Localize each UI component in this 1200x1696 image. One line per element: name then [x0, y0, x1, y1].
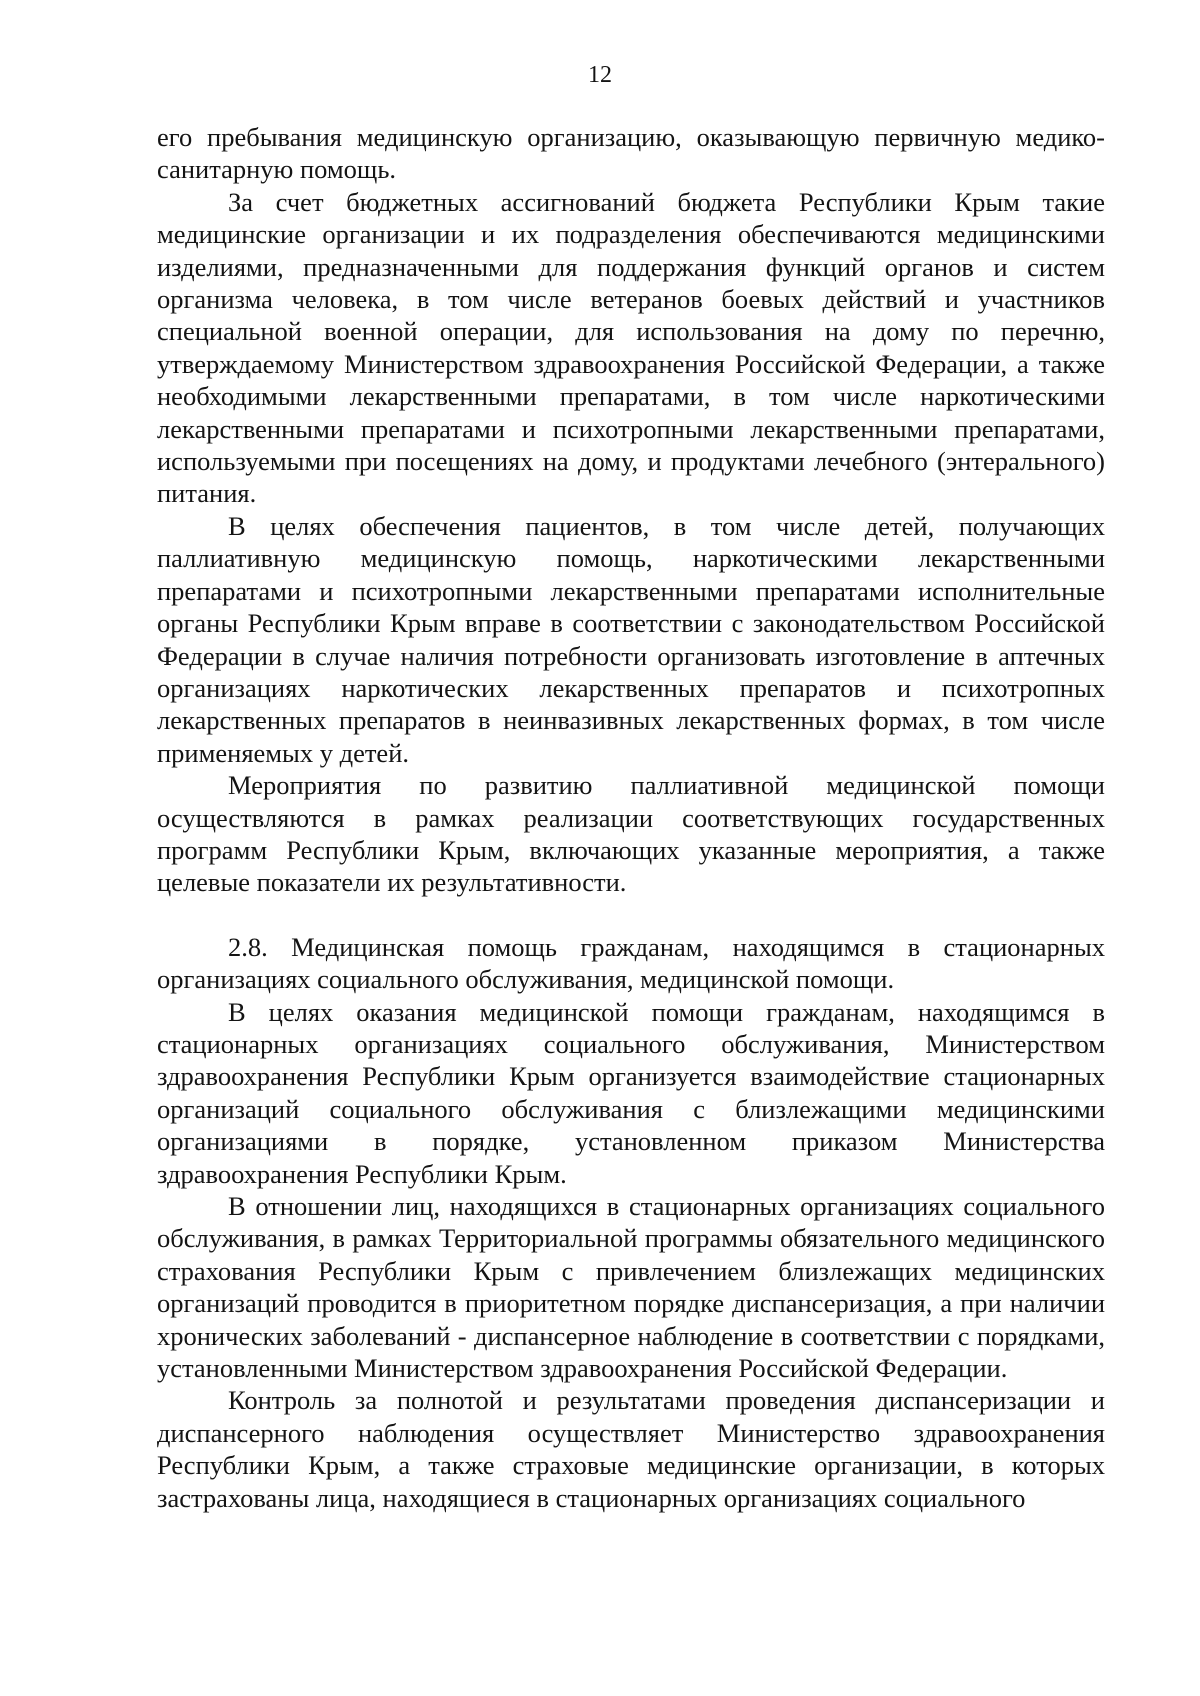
- paragraph-social-service-cooperation: В целях оказания медицинской помощи гражданам, находящимся в стационарных организациях социального обслуживания, Министерством здравоохранения Республики Крым организуется взаимодействие стационарных организаций социального обслуживания с близлежащими медицинскими организациями в порядке, установленном приказом Министерства здравоохранения Республики Крым.: [157, 996, 1105, 1189]
- paragraph-budget-funding: За счет бюджетных ассигнований бюджета Республики Крым такие медицинские организации и их подразделения обеспечиваются медицинскими изделиями, предназначенными для поддержания функций органов и систем организма человека, в том числе ветеранов боевых действий и участников специальной военной операции, для использования на дому по перечню, утверждаемому Министерством здравоохранения Российской Федерации, а также необходимыми лекарственными препаратами, в том числе наркотическими лекарственными препаратами и психотропными лекарственными препаратами, используемыми при посещениях на дому, и продуктами лечебного (энтерального) питания.: [157, 186, 1105, 509]
- paragraph-narcotic-drugs: В целях обеспечения пациентов, в том числе детей, получающих паллиативную медицинскую помощь, наркотическими лекарственными препаратами и психотропными лекарственными препаратами исполнительные органы Республики Крым вправе в соответствии с законодательством Российской Федерации в случае наличия потребности организовать изготовление в аптечных организациях наркотических лекарственных препаратов и психотропных лекарственных препаратов в неинвазивных лекарственных формах, в том числе применяемых у детей.: [157, 510, 1105, 768]
- section-gap: [157, 899, 1105, 931]
- paragraph-palliative-measures: Мероприятия по развитию паллиативной медицинской помощи осуществляются в рамках реализации соответствующих государственных программ Республики Крым, включающих указанные мероприятия, а также целевые показатели их результативности.: [157, 770, 1105, 898]
- page-number: 12: [588, 62, 612, 88]
- paragraph-control: Контроль за полнотой и результатами проведения диспансеризации и диспансерного наблюдения осуществляет Министерство здравоохранения Республики Крым, а также страховые медицинские организации, в которых застрахованы лица, находящиеся в стационарных организациях социального: [157, 1385, 1105, 1513]
- section-heading-2-8: 2.8. Медицинская помощь гражданам, находящимся в стационарных организациях социального обслуживания, медицинской помощи.: [157, 931, 1105, 995]
- document-body: [157, 121, 1105, 1514]
- paragraph-continuation: его пребывания медицинскую организацию, оказывающую первичную медико-санитарную помощь.: [157, 122, 1105, 185]
- paragraph-dispensarization: В отношении лиц, находящихся в стационарных организациях социального обслуживания, в рамках Территориальной программы обязательного медицинского страхования Республики Крым с привлечением близлежащих медицинских организаций проводится в приоритетном порядке диспансеризация, а при наличии хронических заболеваний - диспансерное наблюдение в соответствии с порядками, установленными Министерством здравоохранения Российской Федерации.: [157, 1191, 1105, 1384]
